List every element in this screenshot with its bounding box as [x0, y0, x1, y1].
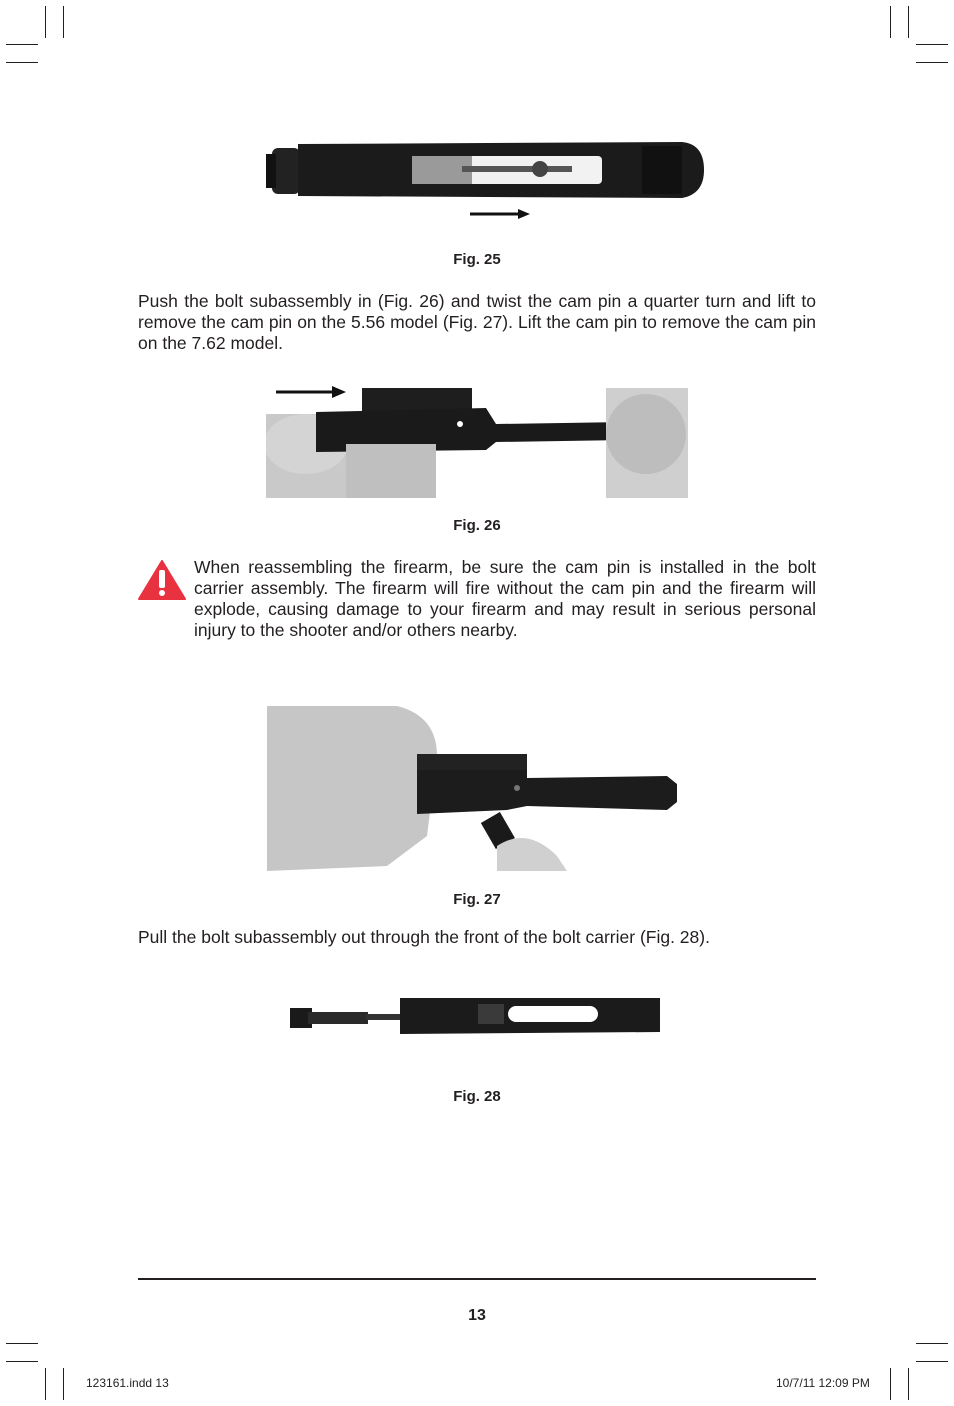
warning-text: When reassembling the firearm, be sure the cam pin is installed in the bolt carrier assembly. The firearm will fire without the cam pin and the firearm will explode, causing damage to your firearm and may result in serious personal injury to the shooter and/or others nearby. — [194, 557, 816, 640]
fig-26-image — [266, 384, 688, 498]
fig-26-caption: Fig. 26 — [453, 517, 501, 534]
page-number: 13 — [468, 1307, 486, 1324]
instruction-paragraph-1: Push the bolt subassembly in (Fig. 26) and twist the cam pin a quarter turn and lift to remove the cam pin on the 5.56 model (Fig. 27). Lift the cam pin to remove the cam pin on the 7.62 model. — [138, 291, 816, 353]
warning-triangle-icon — [138, 560, 186, 600]
fig-27-image — [267, 706, 679, 871]
fig-27-caption: Fig. 27 — [453, 891, 501, 908]
slug-file: 123161.indd 13 — [86, 1376, 169, 1390]
slug-date: 10/7/11 12:09 PM — [776, 1376, 870, 1390]
fig-28-caption: Fig. 28 — [453, 1088, 501, 1105]
footer-rule — [138, 1278, 816, 1280]
instruction-paragraph-2: Pull the bolt subassembly out through the front of the bolt carrier (Fig. 28). — [138, 927, 710, 947]
fig-25-image — [262, 136, 708, 222]
fig-28-image — [288, 994, 664, 1036]
fig-25-caption: Fig. 25 — [453, 251, 501, 268]
